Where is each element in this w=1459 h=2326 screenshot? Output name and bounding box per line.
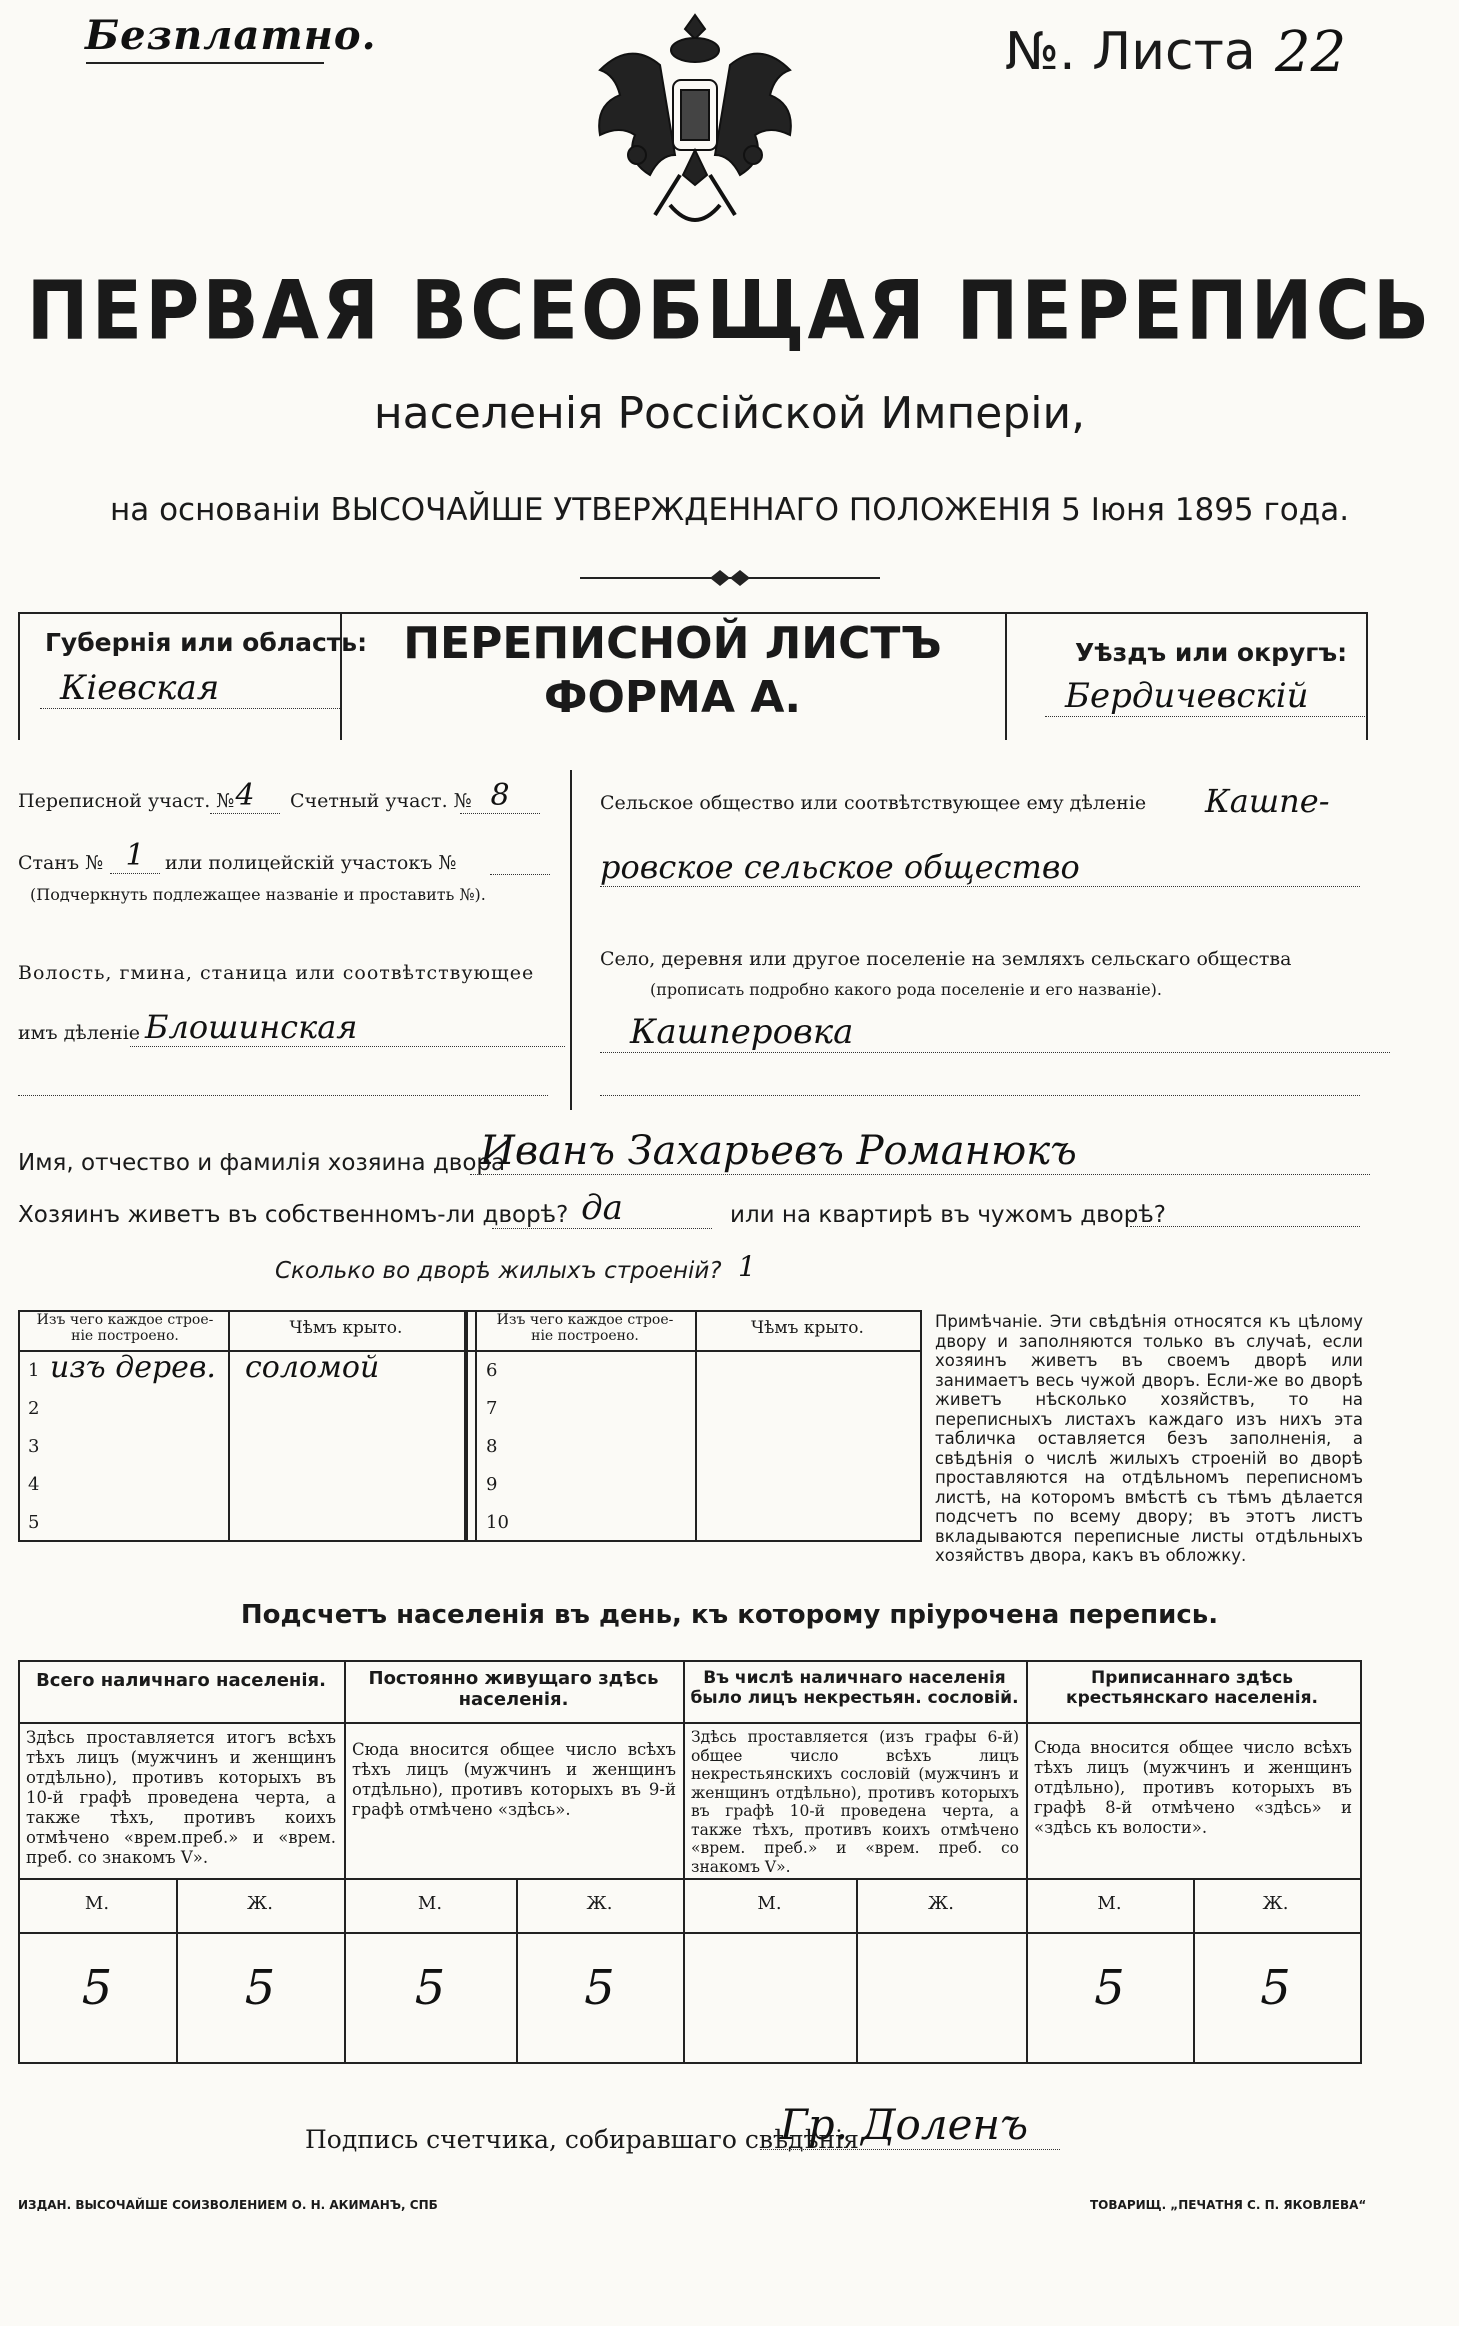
row-number: 6 — [486, 1360, 498, 1381]
row-number: 9 — [486, 1474, 498, 1495]
form-title: ПЕРЕПИСНОЙ ЛИСТЪ — [403, 618, 942, 669]
building-1-roof: соломой — [245, 1350, 380, 1385]
police-value-line — [490, 860, 550, 875]
stan-value: 1 — [110, 838, 160, 874]
owner-own-value: да — [492, 1188, 712, 1229]
volost-label-2: имъ дѣленіе — [18, 1022, 141, 1044]
society-value-1: Кашпе- — [1205, 782, 1330, 820]
count-district-value: 8 — [460, 778, 540, 814]
main-title: ПЕРВАЯ ВСЕОБЩАЯ ПЕРЕПИСЬ — [26, 263, 1433, 359]
volost-extra-line — [18, 1085, 548, 1096]
pop-col1-female-value: 5 — [244, 1960, 276, 2016]
footer-right: ТОВАРИЩ. „ПЕЧАТНЯ С. П. ЯКОВЛЕВА“ — [1090, 2198, 1367, 2212]
pop-col4-desc: Сюда вносится общее число всѣхъ тѣхъ лицъ (мужчинъ и женщинъ отдѣльно), противъ которыхъ въ графѣ 8-й отмѣчено «здѣсь» и «здѣсь къ волости». — [1034, 1738, 1352, 1837]
buildings-row-numbers-left — [28, 1352, 39, 1542]
footer-left: ИЗДАН. ВЫСОЧАЙШЕ СОИЗВОЛЕНИЕМ О. Н. АКИМАНЪ, СПБ — [18, 2198, 438, 2212]
building-1-material: изъ дерев. — [50, 1350, 216, 1385]
signature-value: Гр. Доленъ — [760, 2100, 1060, 2150]
row-number: 1 — [28, 1360, 40, 1381]
row-number: 5 — [28, 1512, 40, 1533]
owner-own-label: Хозяинъ живетъ въ собственномъ-ли дворѣ? — [18, 1202, 569, 1228]
stan-label: Станъ № — [18, 852, 104, 874]
pop-col2-title: Постоянно живущаго здѣсь населенія. — [368, 1668, 659, 1710]
pop-col2-male-header: М. — [417, 1893, 443, 1914]
owner-rent-line — [1130, 1216, 1360, 1227]
pop-col1-male-header: М. — [84, 1893, 110, 1914]
row-number: 10 — [486, 1512, 509, 1533]
pop-col1-title: Всего наличнаго населенія. — [36, 1670, 326, 1691]
village-value: Кашперовка — [600, 1012, 1390, 1053]
pop-col2-female-value: 5 — [584, 1960, 615, 2016]
village-extra-line — [600, 1085, 1360, 1096]
census-district-value: 4 — [210, 778, 280, 814]
uezd-value: Бердичевскій — [1045, 676, 1365, 717]
owner-name-value: Иванъ Захарьевъ Романюкъ — [470, 1128, 1370, 1175]
row-number: 7 — [486, 1398, 498, 1419]
census-district-label: Переписной участ. № — [18, 790, 235, 812]
ornament-divider — [580, 568, 880, 588]
pop-col1-desc: Здѣсь проставляется итогъ всѣхъ тѣхъ лицъ (мужчинъ и женщинъ отдѣльно), противъ которыхъ въ 10-й графѣ проведена черта, а также тѣхъ, противъ коихъ отмѣчено «врем.преб.» и «врем. преб. со знакомъ V». — [26, 1728, 336, 1867]
village-label: Село, деревня или другое поселеніе на земляхъ сельскаго общества — [600, 948, 1292, 970]
volost-label: Волость, гмина, станица или соотвѣтствующее — [18, 962, 535, 984]
pop-col2-desc: Сюда вносится общее число всѣхъ тѣхъ лицъ (мужчинъ и женщинъ отдѣльно), противъ которыхъ въ 9-й графѣ отмѣчено «здѣсь». — [352, 1740, 676, 1819]
imperial-eagle-icon — [575, 5, 815, 245]
form-subtitle: ФОРМА А. — [543, 672, 802, 723]
buildings-col1-header: Изъ чего каждое строе- ніе построено. — [36, 1312, 214, 1344]
pop-col4-male-header: М. — [1097, 1893, 1122, 1914]
free-label: Безплатно. — [85, 12, 377, 59]
signature-label: Подпись счетчика, собиравшаго свѣдѣнія — [305, 2125, 859, 2154]
gubernia-value: Кіевская — [40, 668, 340, 709]
pop-col3-male-header: М. — [757, 1893, 782, 1914]
sheet-number: 22 — [1275, 20, 1347, 85]
row-number: 8 — [486, 1436, 498, 1457]
pop-col3-desc: Здѣсь проставляется (изъ графы 6-й) общее число всѣхъ лицъ некрестьянскихъ сословій (мужчинъ и женщинъ отдѣльно), противъ которыхъ въ графѣ 10-й проведена черта, а также тѣхъ, противъ коихъ отмѣчено «врем. преб.» и «врем. преб. со знакомъ V». — [691, 1728, 1019, 1876]
buildings-col3-header: Изъ чего каждое строе- ніе построено. — [496, 1312, 674, 1344]
pop-col1-male-value: 5 — [81, 1960, 113, 2016]
gubernia-label: Губернія или область: — [45, 628, 368, 657]
row-number: 2 — [28, 1398, 40, 1419]
pop-col1-female-header: Ж. — [247, 1893, 273, 1914]
stan-note: (Подчеркнуть подлежащее названіе и проставить №). — [30, 885, 486, 904]
row-number: 4 — [28, 1474, 40, 1495]
buildings-table — [18, 1310, 922, 1542]
uezd-label: Уѣздъ или округъ: — [1075, 638, 1348, 667]
society-value-2: ровское сельское общество — [600, 848, 1360, 887]
pop-col4-female-header: Ж. — [1262, 1893, 1289, 1914]
owner-rent-label: или на квартирѣ въ чужомъ дворѣ? — [730, 1202, 1167, 1228]
buildings-col4-header: Чѣмъ крыто. — [751, 1318, 864, 1338]
police-label: или полицейскій участокъ № — [165, 852, 457, 874]
count-district-label: Счетный участ. № — [290, 790, 472, 812]
volost-value: Блошинская — [130, 1008, 565, 1047]
free-underline — [86, 62, 324, 64]
sheet-label: №. Листа — [1005, 22, 1256, 82]
row-number: 3 — [28, 1436, 40, 1457]
buildings-value: 1 — [738, 1250, 756, 1283]
society-label: Сельское общество или соотвѣтствующее ему дѣленіе — [600, 792, 1147, 814]
buildings-label: Сколько во дворѣ жилыхъ строеній? — [275, 1258, 722, 1284]
pop-col4-female-value: 5 — [1260, 1960, 1291, 2016]
population-heading: Подсчетъ населенія въ день, къ которому пріурочена перепись. — [240, 1600, 1219, 1630]
buildings-note: Примѣчаніе. Эти свѣдѣнія относятся къ цѣлому двору и заполняются только въ случаѣ, если хозяинъ живетъ въ своемъ дворѣ или занимаетъ весь чужой дворъ. Если-же во дворѣ живетъ нѣсколько хозяйствъ, то на переписныхъ листахъ каждаго изъ нихъ эта табличка оставляется безъ заполненія, а свѣдѣнія о числѣ жилыхъ строеній во дворѣ проставляются на отдѣльномъ переписномъ листѣ, на которомъ вмѣстѣ съ тѣмъ дѣлается подсчетъ по всему двору; въ этотъ листъ вкладываются переписные листы отдѣльныхъ хозяйствъ двора, какъ въ обложку. — [935, 1312, 1363, 1565]
basis-text: на основаніи ВЫСОЧАЙШЕ УТВЕРЖДЕННАГО ПОЛОЖЕНІЯ 5 Іюня 1895 года. — [109, 492, 1350, 528]
pop-col4-title: Приписаннаго здѣсь крестьянскаго населенія. — [1066, 1668, 1318, 1708]
village-note: (прописать подробно какого рода поселеніе и его названіе). — [650, 980, 1162, 999]
pop-col3-female-header: Ж. — [928, 1893, 954, 1914]
buildings-row-numbers-right — [486, 1352, 509, 1542]
buildings-col2-header: Чѣмъ крыто. — [289, 1318, 403, 1338]
pop-col4-male-value: 5 — [1094, 1960, 1125, 2016]
pop-col2-male-value: 5 — [414, 1960, 446, 2016]
pop-col2-female-header: Ж. — [586, 1893, 613, 1914]
owner-name-label: Имя, отчество и фамилія хозяина двора — [18, 1150, 506, 1176]
sub-title: населенія Россійской Имперіи, — [373, 388, 1086, 439]
pop-col3-title: Въ числѣ наличнаго населенія было лицъ некрестьян. сословій. — [690, 1668, 1019, 1708]
